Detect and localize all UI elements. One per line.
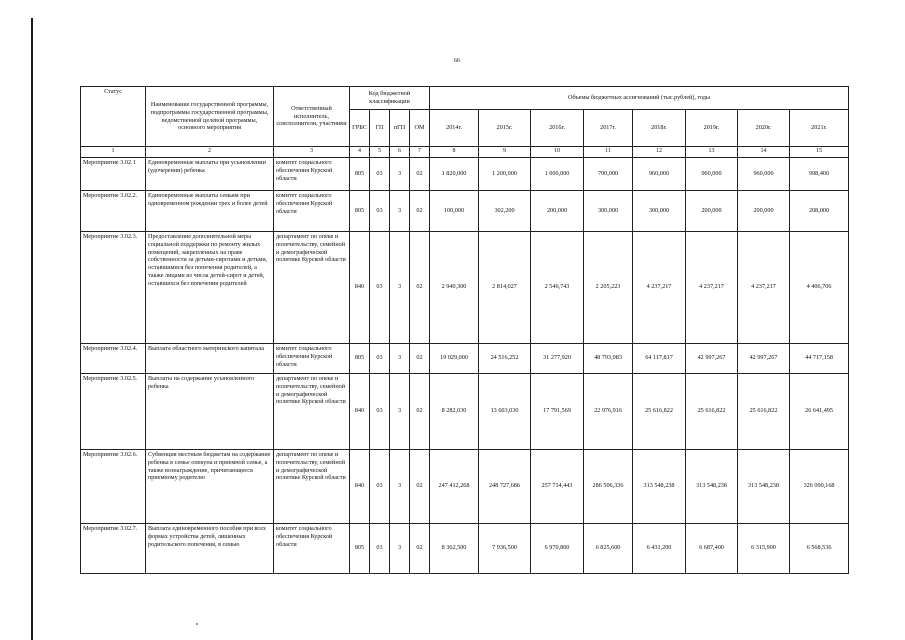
row-value: 247 412,268: [430, 449, 479, 523]
row-value: 302,200: [479, 190, 531, 231]
row-value: 4 237,217: [633, 231, 686, 343]
row-executor: департамент по опеке и попечительству, семейной и демографической политике Курской области: [274, 373, 350, 449]
row-name: Субвенция местным бюджетам на содержание ребенка в семье опекуна и приемной семье, а также вознаграждение, причитающееся приемному родителю: [146, 449, 274, 523]
row-pgp: 3: [390, 190, 410, 231]
row-gp: 03: [370, 523, 390, 573]
row-executor: департамент по опеке и попечительству, семейной и демографической политике Курской области: [274, 449, 350, 523]
column-number: 11: [584, 147, 633, 158]
row-status: Мероприятие 3.02.7.: [81, 523, 146, 573]
row-value: 960,000: [633, 157, 686, 190]
column-number: 7: [410, 147, 430, 158]
row-pgp: 3: [390, 373, 410, 449]
row-value: 31 277,920: [531, 343, 584, 373]
header-gp: ГП: [370, 110, 390, 147]
row-name: Предоставление дополнительной меры социальной поддержки по ремонту жилых помещений, закрепленных на праве собственности за детьми-сиротами и детьми, оставшимися без попечения родителей, а также лицами из числа детей-сирот и детей, оставшихся без попечения родителей: [146, 231, 274, 343]
row-value: 313 548,238: [633, 449, 686, 523]
scan-speck: [196, 623, 198, 625]
header-grbs: ГРБС: [350, 110, 370, 147]
row-value: 208,000: [790, 190, 849, 231]
row-value: 24 516,252: [479, 343, 531, 373]
row-value: 4 237,217: [738, 231, 790, 343]
header-year: 2014г.: [430, 110, 479, 147]
row-om: 02: [410, 523, 430, 573]
header-column-numbers: [81, 147, 849, 158]
row-name: Выплаты на содержание усыновленного ребенка: [146, 373, 274, 449]
column-number: 13: [686, 147, 738, 158]
row-value: 326 090,168: [790, 449, 849, 523]
row-status: Мероприятие 3.02.5.: [81, 373, 146, 449]
row-value: 44 717,158: [790, 343, 849, 373]
row-value: 25 616,822: [633, 373, 686, 449]
row-om: 02: [410, 231, 430, 343]
row-name: Единовременные выплаты семьям при одновременном рождении трех и более детей: [146, 190, 274, 231]
column-number: 1: [81, 147, 146, 158]
column-number: 2: [146, 147, 274, 158]
header-year: 2017г.: [584, 110, 633, 147]
row-om: 02: [410, 449, 430, 523]
column-number: 6: [390, 147, 410, 158]
row-grbs: 805: [350, 343, 370, 373]
row-value: 48 793,983: [584, 343, 633, 373]
row-value: 200,000: [738, 190, 790, 231]
row-value: 300,000: [633, 190, 686, 231]
row-value: 300,000: [584, 190, 633, 231]
row-om: 02: [410, 373, 430, 449]
header-row-top: [81, 87, 849, 110]
column-number: 3: [274, 147, 350, 158]
row-om: 02: [410, 343, 430, 373]
row-pgp: 3: [390, 157, 410, 190]
row-executor: комитет социального обеспечения Курской области: [274, 190, 350, 231]
row-value: 8 362,500: [430, 523, 479, 573]
row-value: 2 205,223: [584, 231, 633, 343]
row-om: 02: [410, 157, 430, 190]
table-row: [81, 449, 849, 523]
column-number: 10: [531, 147, 584, 158]
row-value: 42 997,267: [738, 343, 790, 373]
row-gp: 03: [370, 343, 390, 373]
header-pgp: пГП: [390, 110, 410, 147]
header-om: ОМ: [410, 110, 430, 147]
row-status: Мероприятие 3.02.4.: [81, 343, 146, 373]
row-value: 4 237,217: [686, 231, 738, 343]
row-value: 25 616,822: [686, 373, 738, 449]
page-number: 66: [454, 58, 460, 64]
scan-binding-edge: [31, 18, 33, 640]
row-value: 700,000: [584, 157, 633, 190]
table-row: [81, 343, 849, 373]
row-value: 2 940,300: [430, 231, 479, 343]
row-value: 200,000: [531, 190, 584, 231]
row-value: 64 117,817: [633, 343, 686, 373]
row-status: Мероприятие 3.02.6.: [81, 449, 146, 523]
header-status: Статус: [81, 87, 146, 147]
budget-allocation-table: [80, 86, 849, 574]
row-grbs: 805: [350, 157, 370, 190]
row-value: 998,400: [790, 157, 849, 190]
row-value: 26 641,495: [790, 373, 849, 449]
row-value: 1 200,000: [479, 157, 531, 190]
row-name: Выплата областного материнского капитала: [146, 343, 274, 373]
row-pgp: 3: [390, 343, 410, 373]
row-executor: комитет социального обеспечения Курской области: [274, 523, 350, 573]
row-value: 6 315,900: [738, 523, 790, 573]
row-value: 1 820,000: [430, 157, 479, 190]
row-value: 8 282,030: [430, 373, 479, 449]
row-pgp: 3: [390, 523, 410, 573]
row-value: 200,000: [686, 190, 738, 231]
row-pgp: 3: [390, 231, 410, 343]
row-status: Мероприятие 3.02.3.: [81, 231, 146, 343]
row-gp: 03: [370, 449, 390, 523]
column-number: 8: [430, 147, 479, 158]
row-value: 248 727,686: [479, 449, 531, 523]
row-grbs: 840: [350, 231, 370, 343]
column-number: 14: [738, 147, 790, 158]
row-value: 257 714,443: [531, 449, 584, 523]
row-status: Мероприятие 3.02.1: [81, 157, 146, 190]
row-value: 960,000: [738, 157, 790, 190]
row-gp: 03: [370, 231, 390, 343]
header-budget-code: Код бюджетной классификации: [350, 87, 430, 110]
header-year: 2019г.: [686, 110, 738, 147]
row-executor: комитет социального обеспечения Курской области: [274, 343, 350, 373]
row-gp: 03: [370, 373, 390, 449]
header-year: 2018г.: [633, 110, 686, 147]
row-name: Выплата единовременного пособия при всех формах устройства детей, лишенных родительского попечения, в семью: [146, 523, 274, 573]
row-value: 17 791,569: [531, 373, 584, 449]
row-executor: комитет социального обеспечения Курской области: [274, 157, 350, 190]
column-number: 15: [790, 147, 849, 158]
header-year: 2020г.: [738, 110, 790, 147]
row-grbs: 840: [350, 373, 370, 449]
row-value: 6 687,400: [686, 523, 738, 573]
table-row: [81, 231, 849, 343]
row-value: 6 568,536: [790, 523, 849, 573]
row-value: 2 546,743: [531, 231, 584, 343]
row-value: 6 431,200: [633, 523, 686, 573]
row-value: 19 029,000: [430, 343, 479, 373]
column-number: 9: [479, 147, 531, 158]
row-value: 2 814,027: [479, 231, 531, 343]
row-value: 313 548,238: [686, 449, 738, 523]
header-executor: Ответственный исполнитель, соисполнители, участники: [274, 87, 350, 147]
row-gp: 03: [370, 157, 390, 190]
row-value: 22 976,916: [584, 373, 633, 449]
row-status: Мероприятие 3.02.2.: [81, 190, 146, 231]
row-value: 6 970,800: [531, 523, 584, 573]
column-number: 12: [633, 147, 686, 158]
row-value: 4 406,706: [790, 231, 849, 343]
row-gp: 03: [370, 190, 390, 231]
row-om: 02: [410, 190, 430, 231]
row-grbs: 805: [350, 523, 370, 573]
table-row: [81, 523, 849, 573]
row-value: 960,000: [686, 157, 738, 190]
row-executor: департамент по опеке и попечительству, семейной и демографической политике Курской области: [274, 231, 350, 343]
header-allocations: Объемы бюджетных ассигнований (тыс.рублей), годы: [430, 87, 849, 110]
table-row: [81, 190, 849, 231]
row-name: Единовременные выплаты при усыновлении (удочерении) ребенка: [146, 157, 274, 190]
row-value: 313 548,238: [738, 449, 790, 523]
row-value: 7 936,500: [479, 523, 531, 573]
row-value: 42 997,267: [686, 343, 738, 373]
row-value: 6 825,600: [584, 523, 633, 573]
header-year: 2021г.: [790, 110, 849, 147]
column-number: 5: [370, 147, 390, 158]
row-grbs: 840: [350, 449, 370, 523]
row-value: 13 603,030: [479, 373, 531, 449]
table-row: [81, 157, 849, 190]
row-pgp: 3: [390, 449, 410, 523]
row-value: 100,000: [430, 190, 479, 231]
header-year: 2016г.: [531, 110, 584, 147]
header-year: 2015г.: [479, 110, 531, 147]
row-value: 286 506,336: [584, 449, 633, 523]
row-grbs: 805: [350, 190, 370, 231]
row-value: 1 000,000: [531, 157, 584, 190]
column-number: 4: [350, 147, 370, 158]
table-row: [81, 373, 849, 449]
header-name: Наименование государственной программы, подпрограммы государственной программы, ведомственной целевой программы, основного мероприятия: [146, 87, 274, 147]
row-value: 25 616,822: [738, 373, 790, 449]
